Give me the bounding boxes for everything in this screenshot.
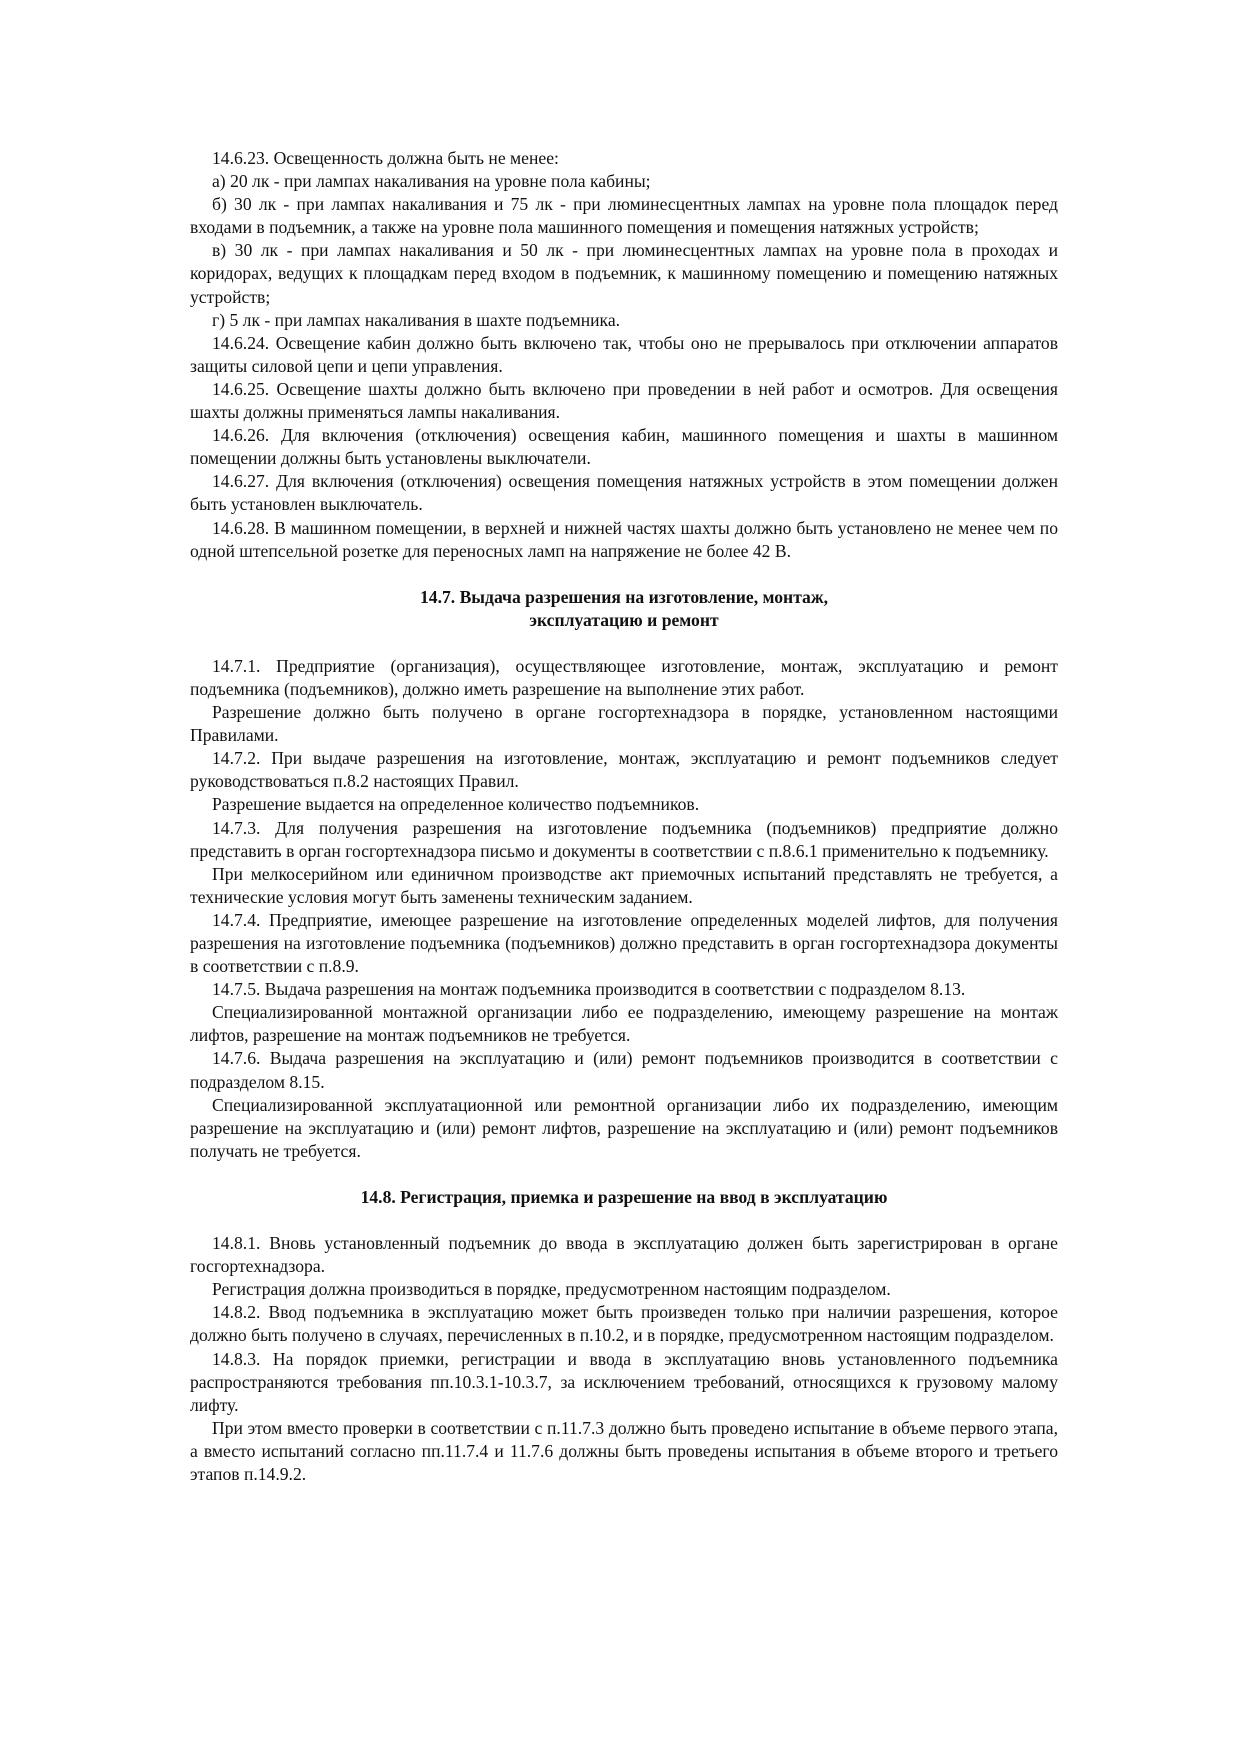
paragraph-14-6-24: 14.6.24. Освещение кабин должно быть включено так, чтобы оно не прерывалось при отключении аппаратов защиты силовой цепи и цепи управления. (190, 332, 1058, 376)
document-page (190, 147, 1058, 1486)
paragraph-14-8-1-note: Регистрация должна производиться в порядке, предусмотренном настоящим подразделом. (212, 1279, 891, 1300)
paragraph-14-6-27: 14.6.27. Для включения (отключения) освещения помещения натяжных устройств в этом помещении должен быть установлен выключатель. (190, 471, 1058, 515)
section-heading-14-8: 14.8. Регистрация, приемка и разрешение на ввод в эксплуатацию (360, 1186, 888, 1207)
section-14-8 (190, 1186, 1058, 1486)
spacer (190, 1209, 1058, 1232)
paragraph-14-7-2: 14.7.2. При выдаче разрешения на изготовление, монтаж, эксплуатацию и ремонт подъемников следует руководствоваться п.8.2 настоящих Правил. (190, 748, 1058, 792)
paragraph-14-6-28: 14.6.28. В машинном помещении, в верхней и нижней частях шахты должно быть установлено не менее чем по одной штепсельной розетке для переносных ламп на напряжение не более 42 В. (190, 517, 1058, 561)
paragraph-14-7-3: 14.7.3. Для получения разрешения на изготовление подъемника (подъемников) предприятие должно представить в орган госгортехнадзора письмо и документы в соответствии с п.8.6.1 применительно к подъемнику. (190, 817, 1058, 861)
paragraph-14-8-3-note: При этом вместо проверки в соответствии с п.11.7.3 должно быть проведено испытание в объеме первого этапа, а вместо испытаний согласно пп.11.7.4 и 11.7.6 должны быть проведены испытания в объеме второго и третьего этапов п.14.9.2. (190, 1417, 1058, 1484)
spacer (190, 563, 1058, 586)
paragraph-14-8-3: 14.8.3. На порядок приемки, регистрации и ввода в эксплуатацию вновь установленного подъемника распространяются требования пп.10.3.1-10.3.7, за исключением требований, относящихся к грузовому малому лифту. (190, 1348, 1058, 1415)
paragraph-14-6-25: 14.6.25. Освещение шахты должно быть включено при проведении в ней работ и осмотров. Для освещения шахты должны применяться лампы накаливания. (190, 378, 1058, 423)
paragraph-14-6-23-b: б) 30 лк - при лампах накаливания и 75 лк - при люминесцентных лампах на уровне пола площадок перед входами в подъемник, а также на уровне пола машинного помещения и помещения натяжных устройств; (190, 194, 1058, 238)
paragraph-14-6-23-v: в) 30 лк - при лампах накаливания и 50 лк - при люминесцентных лампах на уровне пола в проходах и коридорах, ведущих к площадкам перед входом в подъемник, к машинному помещению и помещению натяжных устройств; (190, 240, 1058, 307)
paragraph-14-7-6-note: Специализированной эксплуатационной или ремонтной организации либо их подразделению, имеющим разрешение на эксплуатацию и (или) ремонт лифтов, разрешение на эксплуатацию и (или) ремонт подъемников получать не требуется. (190, 1094, 1058, 1161)
paragraph-14-6-23: 14.6.23. Освещенность должна быть не менее: (212, 148, 559, 168)
section-14-7 (190, 586, 1058, 1163)
paragraph-14-7-3-note: При мелкосерийном или единичном производстве акт приемочных испытаний представлять не требуется, а технические условия могут быть заменены техническим заданием. (190, 863, 1058, 907)
paragraph-14-7-5-note: Специализированной монтажной организации либо ее подразделению, имеющему разрешение на монтаж лифтов, разрешение на монтаж подъемников не требуется. (190, 1002, 1058, 1046)
section-heading-14-7-line2: эксплуатацию и ремонт (529, 609, 719, 630)
section-14-6 (190, 147, 1058, 563)
paragraph-14-6-23-a: а) 20 лк - при лампах накаливания на уровне пола кабины; (212, 171, 651, 192)
paragraph-14-8-1: 14.8.1. Вновь установленный подъемник до ввода в эксплуатацию должен быть зарегистрирован в органе госгортехнадзора. (190, 1233, 1058, 1277)
paragraph-14-8-2: 14.8.2. Ввод подъемника в эксплуатацию может быть произведен только при наличии разрешения, которое должно быть получено в случаях, перечисленных в п.10.2, и в порядке, предусмотренном настоящим подразделом. (190, 1302, 1058, 1346)
paragraph-14-6-26: 14.6.26. Для включения (отключения) освещения кабин, машинного помещения и шахты в машинном помещении должны быть установлены выключатели. (190, 425, 1058, 469)
spacer (190, 632, 1058, 655)
paragraph-14-7-2-note: Разрешение выдается на определенное количество подъемников. (212, 794, 700, 815)
section-heading-14-7-line1: 14.7. Выдача разрешения на изготовление, монтаж, (419, 586, 828, 607)
paragraph-14-6-23-g: г) 5 лк - при лампах накаливания в шахте подъемника. (212, 309, 621, 330)
paragraph-14-7-5: 14.7.5. Выдача разрешения на монтаж подъемника производится в соответствии с подразделом 8.13. (212, 979, 966, 1000)
paragraph-14-7-1: 14.7.1. Предприятие (организация), осуществляющее изготовление, монтаж, эксплуатацию и ремонт подъемника (подъемников), должно иметь разрешение на выполнение этих работ. (190, 655, 1058, 699)
paragraph-14-7-4: 14.7.4. Предприятие, имеющее разрешение на изготовление определенных моделей лифтов, для получения разрешения на изготовление подъемника (подъемников) должно представить в орган госгортехнадзора документы в соответствии с п.8.9. (190, 909, 1058, 977)
paragraph-14-7-6: 14.7.6. Выдача разрешения на эксплуатацию и (или) ремонт подъемников производится в соответствии с подразделом 8.15. (190, 1048, 1058, 1092)
paragraph-14-7-1-note: Разрешение должно быть получено в органе госгортехнадзора в порядке, установленном настоящими Правилами. (190, 702, 1058, 746)
spacer (190, 1163, 1058, 1186)
